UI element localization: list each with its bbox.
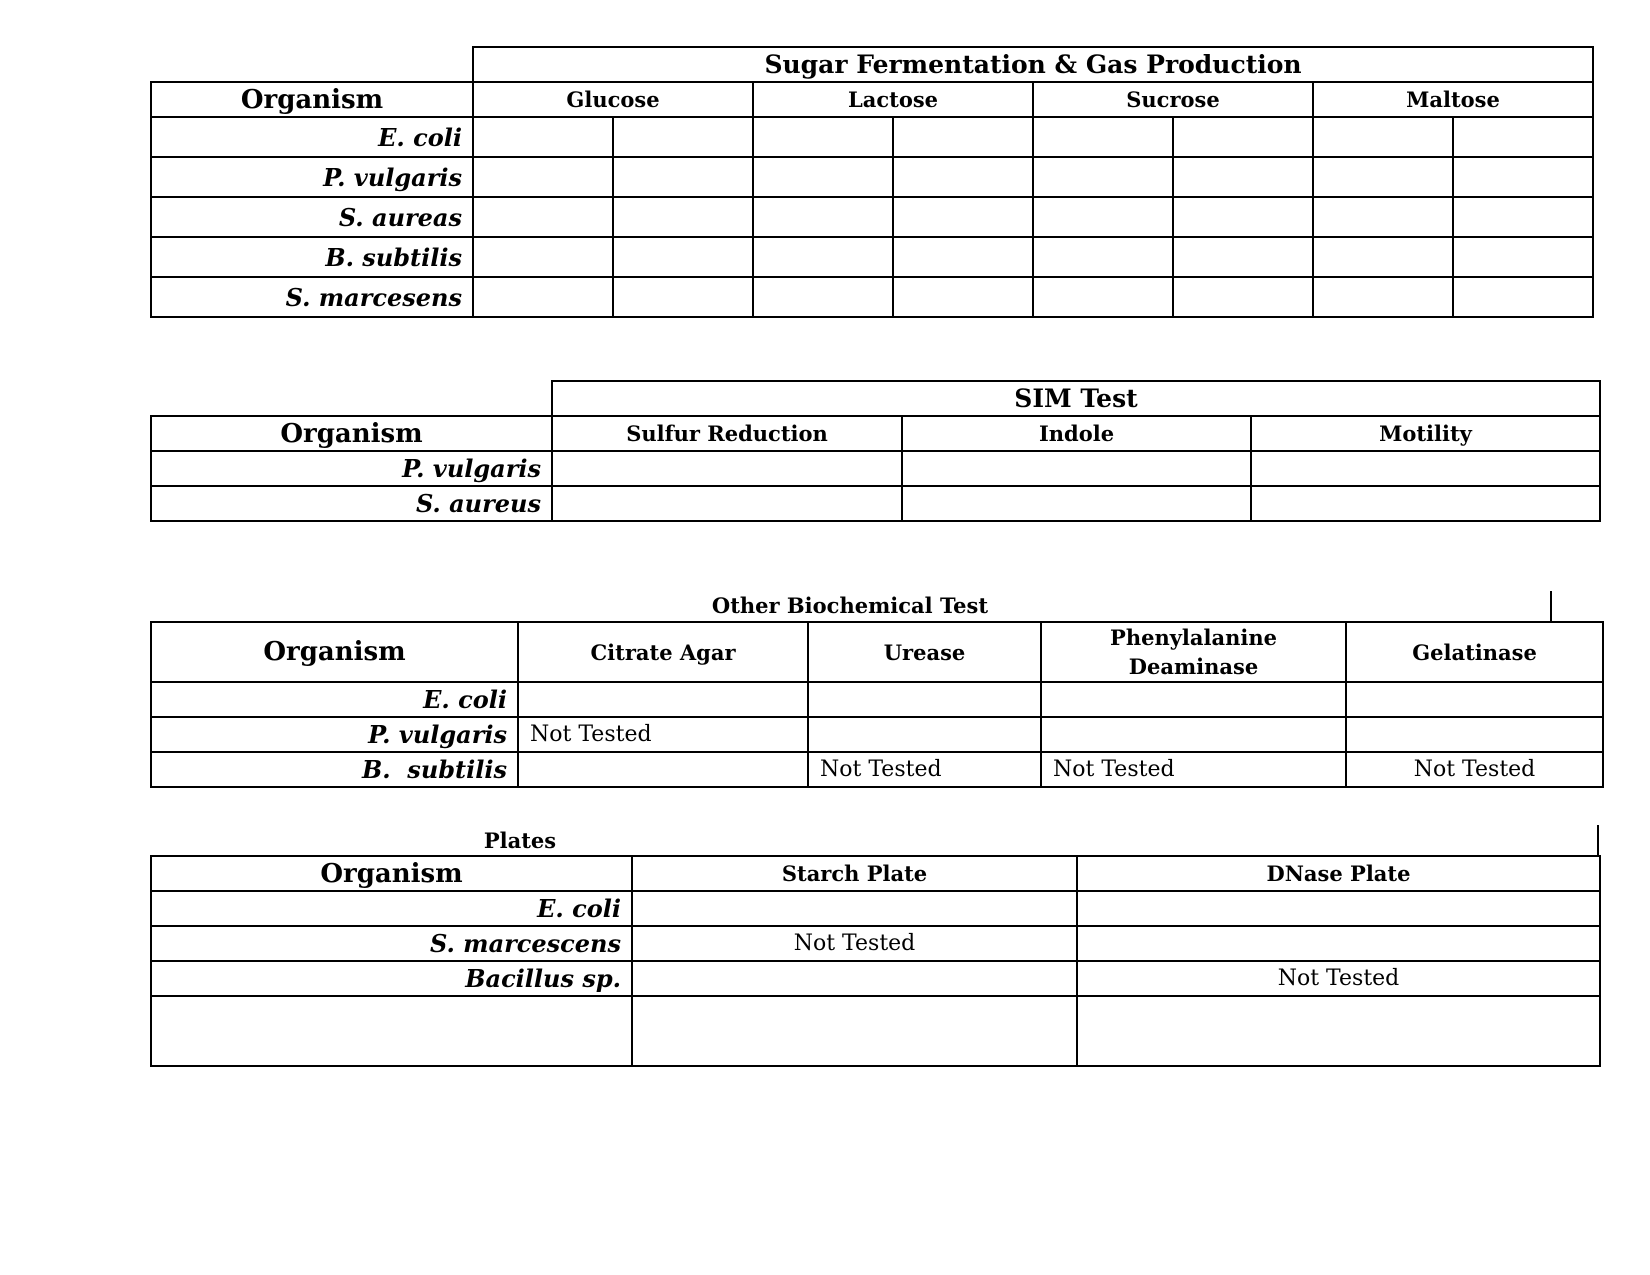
result-cell[interactable] — [613, 277, 753, 317]
table-row — [151, 237, 1593, 277]
result-cell[interactable] — [613, 157, 753, 197]
result-cell[interactable] — [893, 237, 1033, 277]
result-cell[interactable] — [1346, 682, 1603, 717]
sim-header-motility: Motility — [1251, 416, 1600, 451]
sim-table-title: SIM Test — [552, 381, 1600, 416]
organism-name: E. coli — [151, 891, 632, 926]
result-cell[interactable] — [632, 961, 1077, 996]
result-cell[interactable] — [473, 197, 613, 237]
table-row — [151, 197, 1593, 237]
result-cell[interactable]: Not Tested — [518, 717, 808, 752]
biochem-header-urease: Urease — [808, 622, 1041, 682]
organism-name: S. aureus — [151, 486, 552, 521]
result-cell[interactable] — [518, 752, 808, 787]
table-row — [151, 157, 1593, 197]
table-row — [151, 717, 1603, 752]
result-cell[interactable] — [613, 237, 753, 277]
result-cell[interactable] — [753, 117, 893, 157]
result-cell[interactable] — [902, 451, 1251, 486]
result-cell[interactable] — [808, 717, 1041, 752]
sim-header-sulfur: Sulfur Reduction — [552, 416, 902, 451]
table-row — [151, 891, 1600, 926]
result-cell[interactable] — [1453, 237, 1593, 277]
organism-header: Organism — [151, 416, 552, 451]
sugar-header-maltose: Maltose — [1313, 82, 1593, 117]
result-cell[interactable] — [1173, 237, 1313, 277]
result-cell[interactable] — [552, 486, 902, 521]
result-cell[interactable] — [1077, 926, 1600, 961]
result-cell[interactable] — [473, 117, 613, 157]
result-cell[interactable] — [753, 197, 893, 237]
result-cell[interactable] — [632, 996, 1077, 1066]
result-cell[interactable] — [1173, 197, 1313, 237]
organism-name: E. coli — [151, 682, 518, 717]
organism-name: S. marcesens — [151, 277, 473, 317]
result-cell[interactable] — [1033, 157, 1173, 197]
result-cell[interactable] — [1313, 197, 1453, 237]
result-cell[interactable] — [473, 237, 613, 277]
blank-corner — [151, 381, 552, 416]
organism-name: S. aureas — [151, 197, 473, 237]
plates-header-starch: Starch Plate — [632, 856, 1077, 891]
result-cell[interactable] — [1033, 237, 1173, 277]
organism-name: Bacillus sp. — [151, 961, 632, 996]
result-cell[interactable] — [1453, 277, 1593, 317]
table-row — [151, 277, 1593, 317]
result-cell[interactable] — [1077, 891, 1600, 926]
result-cell[interactable] — [552, 451, 902, 486]
result-cell[interactable] — [613, 117, 753, 157]
result-cell[interactable]: Not Tested — [1077, 961, 1600, 996]
result-cell[interactable] — [753, 237, 893, 277]
organism-name: B. subtilis — [151, 752, 518, 787]
organism-name: E. coli — [151, 117, 473, 157]
result-cell[interactable] — [473, 157, 613, 197]
result-cell[interactable]: Not Tested — [808, 752, 1041, 787]
table-row — [151, 486, 1600, 521]
result-cell[interactable] — [1313, 277, 1453, 317]
result-cell[interactable] — [1173, 117, 1313, 157]
divider — [1550, 591, 1552, 621]
result-cell[interactable] — [1346, 717, 1603, 752]
result-cell[interactable] — [613, 197, 753, 237]
result-cell[interactable] — [473, 277, 613, 317]
table-row — [151, 752, 1603, 787]
biochem-table-title: Other Biochemical Test — [711, 593, 989, 618]
result-cell[interactable] — [1453, 157, 1593, 197]
organism-name: B. subtilis — [151, 237, 473, 277]
result-cell[interactable] — [1077, 996, 1600, 1066]
result-cell[interactable] — [632, 891, 1077, 926]
result-cell[interactable] — [1041, 717, 1346, 752]
divider — [1597, 825, 1599, 855]
result-cell[interactable] — [893, 117, 1033, 157]
sim-test-table — [150, 380, 1601, 522]
result-cell[interactable] — [1313, 157, 1453, 197]
result-cell[interactable] — [893, 197, 1033, 237]
result-cell[interactable] — [1033, 277, 1173, 317]
organism-header: Organism — [151, 856, 632, 891]
result-cell[interactable] — [1173, 157, 1313, 197]
organism-name: S. marcescens — [151, 926, 632, 961]
table-row — [151, 451, 1600, 486]
sugar-table-title: Sugar Fermentation & Gas Production — [473, 47, 1593, 82]
result-cell[interactable] — [893, 157, 1033, 197]
table-row — [151, 926, 1600, 961]
result-cell[interactable] — [808, 682, 1041, 717]
result-cell[interactable] — [1453, 117, 1593, 157]
result-cell[interactable] — [1041, 682, 1346, 717]
result-cell[interactable] — [753, 157, 893, 197]
result-cell[interactable] — [1033, 197, 1173, 237]
plates-table — [150, 855, 1601, 1067]
result-cell[interactable] — [753, 277, 893, 317]
result-cell[interactable] — [893, 277, 1033, 317]
biochem-header-phenylalanine: Phenylalanine Deaminase — [1041, 622, 1346, 682]
result-cell[interactable] — [1173, 277, 1313, 317]
organism-name: P. vulgaris — [151, 451, 552, 486]
table-row — [151, 961, 1600, 996]
table-row — [151, 996, 1600, 1066]
result-cell[interactable]: Not Tested — [632, 926, 1077, 961]
result-cell[interactable] — [1033, 117, 1173, 157]
blank-corner — [151, 47, 473, 82]
result-cell[interactable] — [1453, 197, 1593, 237]
organism-name: P. vulgaris — [151, 717, 518, 752]
result-cell[interactable] — [902, 486, 1251, 521]
sugar-header-lactose: Lactose — [753, 82, 1033, 117]
result-cell[interactable] — [1251, 451, 1600, 486]
biochem-table — [150, 621, 1604, 788]
biochem-header-citrate: Citrate Agar — [518, 622, 808, 682]
biochem-header-gelatinase: Gelatinase — [1346, 622, 1603, 682]
organism-header: Organism — [151, 622, 518, 682]
result-cell[interactable] — [1313, 117, 1453, 157]
sugar-header-glucose: Glucose — [473, 82, 753, 117]
organism-name[interactable] — [151, 996, 632, 1066]
sugar-header-sucrose: Sucrose — [1033, 82, 1313, 117]
table-row — [151, 117, 1593, 157]
plates-table-title: Plates — [483, 828, 557, 853]
result-cell[interactable]: Not Tested — [1041, 752, 1346, 787]
organism-header: Organism — [151, 82, 473, 117]
result-cell[interactable] — [518, 682, 808, 717]
result-cell[interactable]: Not Tested — [1346, 752, 1603, 787]
table-row — [151, 682, 1603, 717]
plates-header-dnase: DNase Plate — [1077, 856, 1600, 891]
sim-header-indole: Indole — [902, 416, 1251, 451]
result-cell[interactable] — [1251, 486, 1600, 521]
sugar-fermentation-table — [150, 46, 1594, 318]
organism-name: P. vulgaris — [151, 157, 473, 197]
result-cell[interactable] — [1313, 237, 1453, 277]
